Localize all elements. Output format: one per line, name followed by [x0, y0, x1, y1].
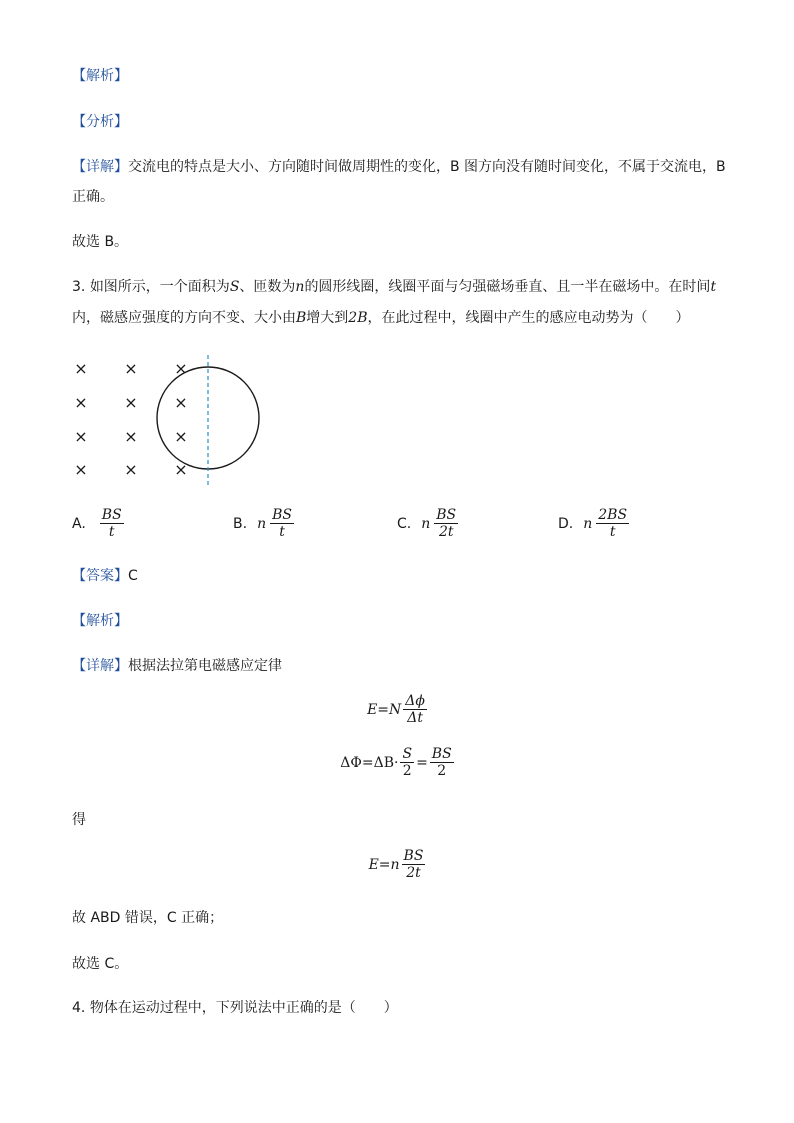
equation-faraday: E=N $\frac{\Delta\phi}{\Delta t}$ — [367, 693, 425, 727]
field-cross-symbol: × — [174, 460, 188, 479]
question-3-line-2: 内，磁感应强度的方向不变、大小由B增大到2B，在此过程中，线圈中产生的感应电动势为（ ） — [72, 310, 690, 326]
option-d[interactable]: D. n $\frac{2BS}{t}$ — [558, 507, 628, 541]
choice-conclusion: 故选 B。 — [72, 234, 129, 250]
option-c[interactable]: C. n $\frac{BS}{2t}$ — [397, 507, 457, 541]
coil-circle — [157, 367, 259, 469]
question-4: 4. 物体在运动过程中，下列说法中正确的是（ ） — [72, 1000, 398, 1016]
field-cross-symbol: × — [74, 427, 88, 446]
answer-value: C — [128, 568, 138, 584]
field-cross-symbol: × — [124, 427, 138, 446]
choice-conclusion-c: 故选 C。 — [72, 956, 129, 972]
option-a[interactable]: A. $\frac{BS}{t}$ — [72, 507, 122, 541]
field-crosses — [74, 359, 187, 479]
detail-tag: 【详解】 — [72, 159, 128, 175]
equation-emf: E=n $\frac{BS}{2t}$ — [368, 848, 424, 882]
detail-text: 交流电的特点是大小、方向随时间做周期性的变化，B 图方向没有随时间变化，不属于交流电，B — [128, 159, 726, 175]
answer-tag: 【答案】 — [72, 568, 128, 584]
field-cross-symbol: × — [74, 359, 88, 378]
field-cross-symbol: × — [124, 359, 138, 378]
field-cross-symbol: × — [174, 427, 188, 446]
conclusion-line: 故 ABD 错误，C 正确； — [72, 910, 224, 926]
detail-paragraph — [72, 157, 726, 177]
field-cross-symbol: × — [174, 359, 188, 378]
analysis-heading-2: 【解析】 — [72, 613, 128, 629]
detail-continuation: 正确。 — [72, 189, 114, 205]
analysis-heading: 【解析】 — [72, 68, 128, 84]
field-cross-symbol: × — [74, 460, 88, 479]
question-number: 3. — [72, 279, 86, 295]
question-3-line-1: 3. 如图所示，一个面积为S、匝数为n的圆形线圈，线圈平面与匀强磁场垂直、且一半在磁场中。在时间t — [72, 279, 717, 295]
field-cross-symbol: × — [124, 460, 138, 479]
field-cross-symbol: × — [124, 393, 138, 412]
detail-paragraph-2: 【详解】根据法拉第电磁感应定律 — [72, 658, 282, 674]
option-b[interactable]: B. n $\frac{BS}{t}$ — [233, 507, 292, 541]
analysis-subheading: 【分析】 — [72, 114, 128, 130]
answer-line — [72, 566, 138, 586]
derive-word: 得 — [72, 812, 86, 828]
field-cross-symbol: × — [74, 393, 88, 412]
equation-flux-change: ΔΦ=ΔB· $\frac{S}{2}$ = $\frac{BS}{2}$ — [340, 746, 452, 780]
question-number: 4. — [72, 1000, 86, 1016]
field-cross-symbol: × — [174, 393, 188, 412]
